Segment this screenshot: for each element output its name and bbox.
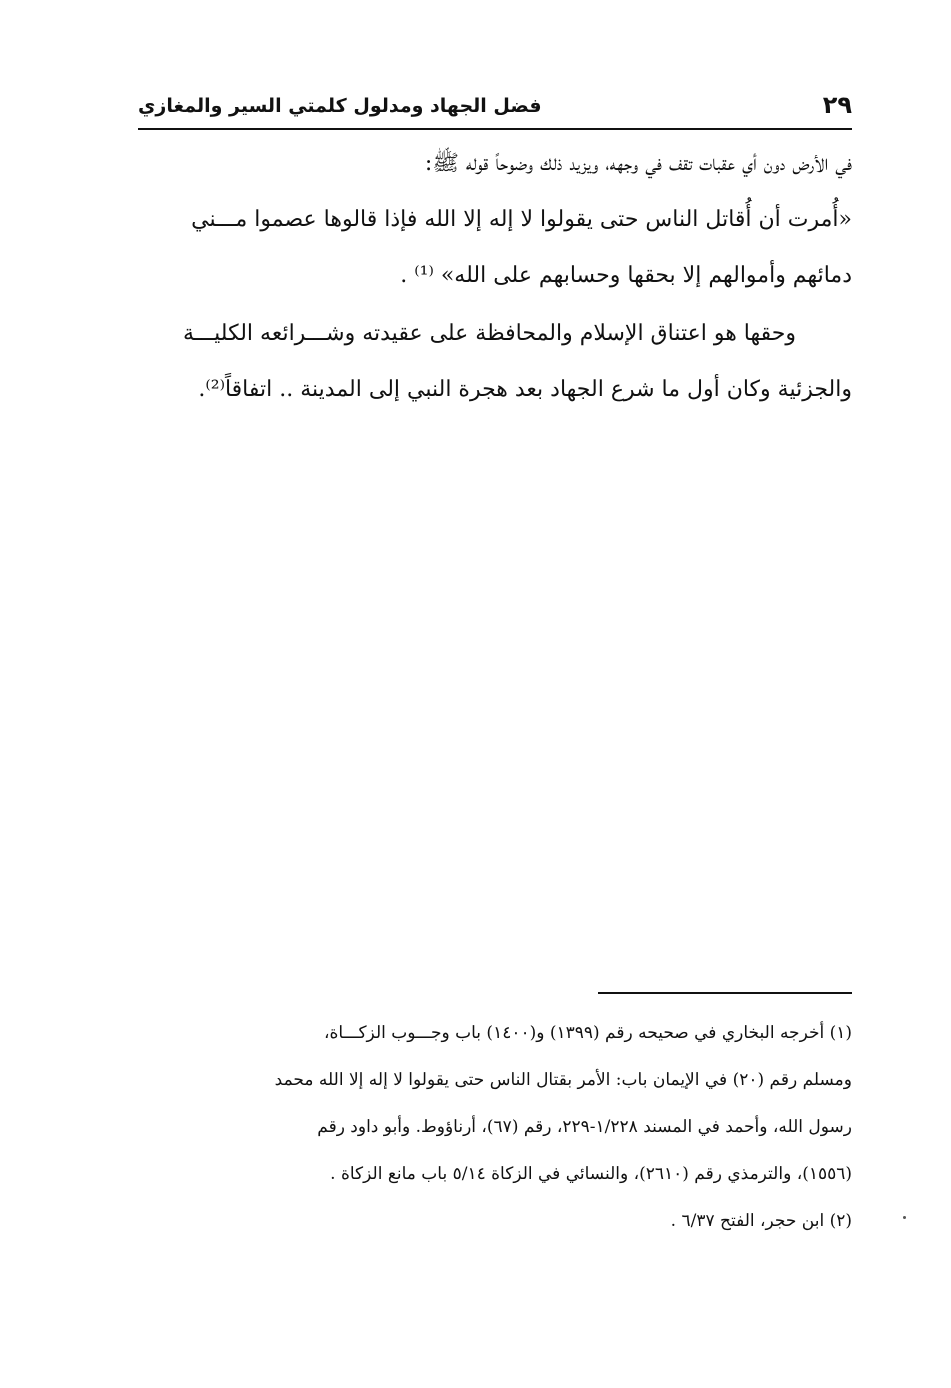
text-line: في الأرض دون أي عقبات تقف في وجهه، ويزيد ذلك وضوحاً قوله ﷺ: <box>424 151 852 176</box>
footnote-line: (١) أخرجه البخاري في صحيحه رقم (١٣٩٩) و(١٤٠٠) باب وجـــوب الزكـــاة، <box>323 1023 852 1043</box>
footnote-line: ومسلم رقم (٢٠) في الإيمان باب: الأمر بقتال الناس حتى يقولوا لا إله إلا الله محمد <box>274 1070 852 1090</box>
footnote-1 <box>138 1010 852 1198</box>
footnote-separator <box>598 992 852 994</box>
footnote-line: رسول الله، وأحمد في المسند ١/٢٢٨-٢٢٩، رقم (٦٧)، أرناؤوط. وأبو داود رقم <box>317 1117 852 1137</box>
footnote-line: (٢) ابن حجر، الفتح ٦/٣٧ . <box>670 1211 852 1231</box>
main-text <box>138 136 852 418</box>
header-rule <box>138 128 852 130</box>
text-line: وحقها هو اعتناق الإسلام والمحافظة على عقيدته وشـــرائعه الكليـــة <box>183 321 796 346</box>
running-title: فضل الجهاد ومدلول كلمتي السير والمغازي <box>138 95 542 117</box>
footnote-2 <box>138 1198 852 1245</box>
hadith-quote-line: دمائهم وأموالهم إلا بحقها وحسابهم على الله» ⁽¹⁾ . <box>400 263 852 288</box>
page-header <box>138 88 852 124</box>
footnote-line: (١٥٥٦)، والترمذي رقم (٢٦١٠)، والنسائي في الزكاة ٥/١٤ باب مانع الزكاة . <box>330 1164 852 1184</box>
text-line: والجزئية وكان أول ما شرع الجهاد بعد هجرة النبي إلى المدينة .. اتفاقاً⁽²⁾. <box>198 377 852 402</box>
page-number: ٢٩ <box>822 91 852 119</box>
footnotes <box>138 1010 852 1245</box>
hadith-quote-line: «أُمرت أن أُقاتل الناس حتى يقولوا لا إله إلا الله فإذا قالوها عصموا مـــني <box>191 207 852 232</box>
paragraph-1 <box>138 136 852 304</box>
scan-speck <box>903 1216 906 1219</box>
paragraph-2 <box>138 306 852 418</box>
